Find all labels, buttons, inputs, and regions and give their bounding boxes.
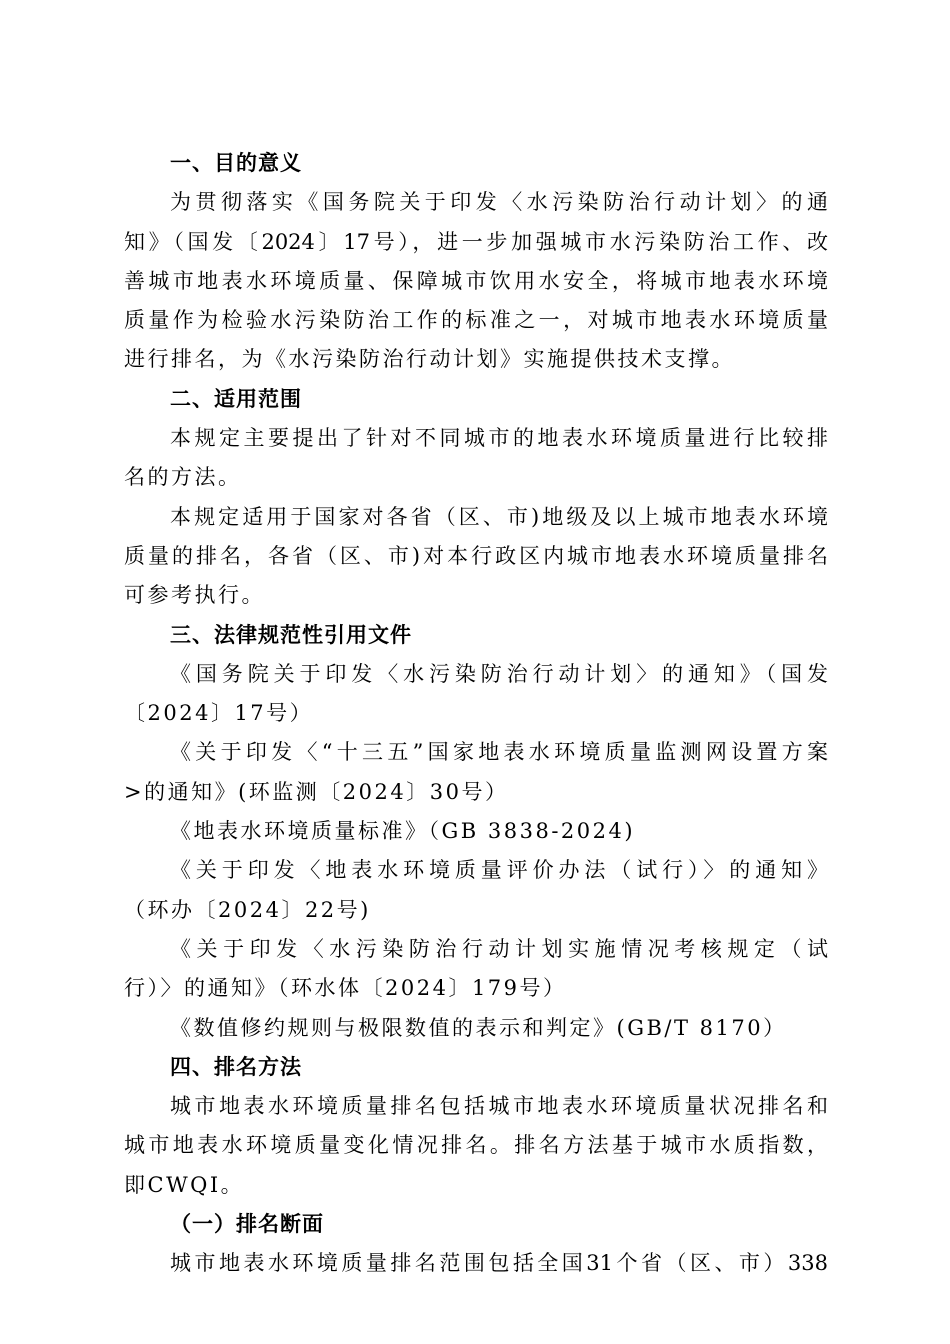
paragraph-line: 质量的排名，各省（区、市)对本行政区内城市地表水环境质量排名 [124, 543, 828, 568]
section-heading-purpose: 一、目的意义 [170, 151, 302, 175]
reference-line: 〔2024〕17号） [124, 701, 314, 726]
subsection-heading-sections: （一）排名断面 [170, 1212, 324, 1237]
section-heading-method: 四、排名方法 [170, 1054, 302, 1079]
reference-line: 《关于印发〈水污染防治行动计划实施情况考核规定（试 [170, 936, 828, 961]
paragraph-line: 进行排名，为《水污染防治行动计划》实施提供技术支撑。 [124, 347, 735, 372]
reference-line: 行）〉的通知》（环水体〔2024〕179号） [124, 976, 567, 1001]
paragraph-line: 城市地表水环境质量排名范围包括全国31个省（区、市）338 [170, 1251, 828, 1276]
reference-line: >的通知》(环监测〔2024〕30号） [124, 779, 509, 804]
paragraph-line: 善城市地表水环境质量、保障城市饮用水安全，将城市地表水环境 [124, 268, 828, 293]
paragraph-line: 知》（国发〔2024〕17号），进一步加强城市水污染防治工作、改 [124, 229, 828, 254]
reference-line: 《地表水环境质量标准》（GB 3838-2024) [170, 819, 636, 844]
paragraph-line: 可参考执行。 [124, 583, 265, 608]
reference-line: （环办〔2024〕22号) [124, 897, 371, 922]
paragraph-line: 本规定主要提出了针对不同城市的地表水环境质量进行比较排 [170, 426, 828, 451]
section-heading-references: 三、法律规范性引用文件 [170, 622, 412, 647]
paragraph-line: 为贯彻落实《国务院关于印发〈水污染防治行动计划〉的通 [170, 190, 828, 215]
paragraph-line: 名的方法。 [124, 465, 242, 490]
paragraph-line: 即CWQI。 [124, 1172, 245, 1197]
reference-line: 《关于印发〈“十三五”国家地表水环境质量监测网设置方案 [170, 740, 828, 765]
document-body [124, 144, 828, 1284]
reference-line: 《国务院关于印发〈水污染防治行动计划〉的通知》（国发 [170, 661, 828, 686]
reference-line: 《关于印发〈地表水环境质量评价办法（试行）〉的通知》 [170, 858, 828, 883]
paragraph-line: 城市地表水环境质量排名包括城市地表水环境质量状况排名和 [170, 1094, 828, 1119]
paragraph-line: 质量作为检验水污染防治工作的标准之一，对城市地表水环境质量 [124, 308, 828, 333]
reference-line: 《数值修约规则与极限数值的表示和判定》(GB/T 8170） [170, 1015, 787, 1040]
section-heading-scope: 二、适用范围 [170, 386, 302, 411]
paragraph-line: 本规定适用于国家对各省（区、市)地级及以上城市地表水环境 [170, 504, 828, 529]
paragraph-line: 城市地表水环境质量变化情况排名。排名方法基于城市水质指数， [124, 1133, 828, 1158]
